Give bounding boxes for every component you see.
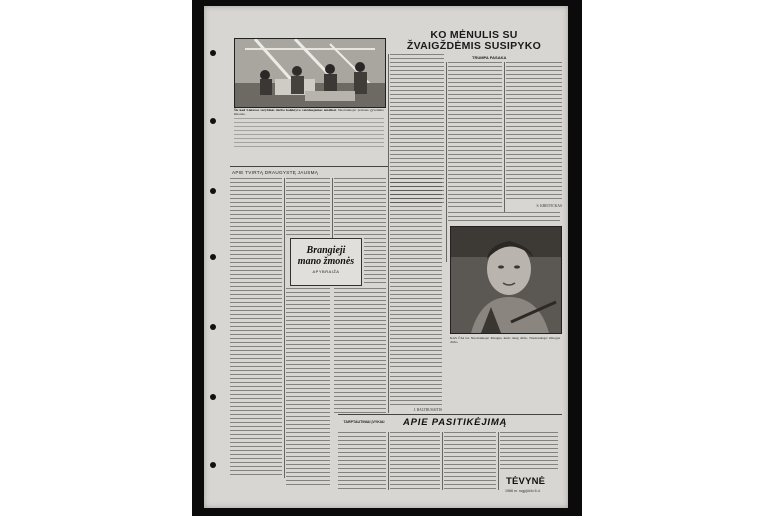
column-divider: [332, 178, 333, 238]
binder-hole-icon: [210, 118, 216, 124]
article-column: [448, 212, 560, 222]
feature-title-line1: Brangieji: [306, 245, 346, 256]
article-column: [390, 432, 440, 490]
binder-hole-icon: [210, 462, 216, 468]
section-divider: [338, 414, 562, 415]
column-divider: [442, 432, 443, 490]
construction-scene-icon: [235, 39, 385, 107]
column-divider: [388, 432, 389, 490]
binder-hole-icon: [210, 394, 216, 400]
article-column: [444, 432, 496, 490]
column-divider: [446, 62, 447, 262]
column-divider: [504, 62, 505, 212]
binder-hole-icon: [210, 50, 216, 56]
binder-hole-icon: [210, 324, 216, 330]
article-column: [230, 178, 282, 478]
newspaper-page: [204, 6, 568, 508]
column-divider: [388, 178, 389, 413]
photo-caption-right: KAS ČIA tai. Nuotraukoje: žmogus, kuris daug dirbo. Nuotraukoje: žmogus dirbo.: [450, 336, 560, 345]
headline-top-line1: KO MĖNULIS SU: [430, 29, 518, 41]
article-column: [338, 432, 386, 490]
column-divider: [498, 432, 499, 490]
article-column: [390, 178, 442, 368]
article-column: [506, 62, 562, 202]
portrait-figure-icon: [451, 227, 561, 333]
section-heading: APIE TVIRTĄ DRAUGYSTĘ JAUSMĄ: [232, 170, 319, 175]
article-column: [390, 372, 442, 408]
section-divider: [230, 166, 388, 167]
newspaper-masthead: TĖVYNĖ: [506, 476, 546, 487]
photo-portrait-woman: [450, 226, 562, 334]
article-column: [334, 178, 386, 236]
signature-2: J. BALTRUŠAITIS: [413, 408, 442, 412]
article-column: [500, 432, 558, 472]
feature-title-line2: mano žmonės: [297, 256, 355, 267]
article-column: [286, 178, 330, 236]
feature-subtitle: APYBRAIŽA: [312, 269, 340, 274]
signature-1: S. KREIVICKAS: [536, 204, 562, 208]
sidebar-heading: TARPTAUTINIAI ĮVYKIAI: [343, 420, 385, 424]
byline-top: TRUMPA PASAKA: [472, 55, 507, 60]
photo-construction-workers: [234, 38, 386, 108]
newspaper-date: 1966 m. rugpjūčio 6 d.: [505, 489, 541, 493]
article-column: [448, 62, 502, 210]
binder-hole-icon: [210, 254, 216, 260]
headline-top-line2: ŽVAIGŽDĖMIS SUSIPYKO: [406, 40, 542, 52]
headline-bottom: APIE PASITIKĖJIMĄ: [403, 417, 508, 428]
column-divider: [284, 178, 285, 478]
headline-top: [389, 30, 559, 52]
article-column: [334, 288, 386, 414]
caption-text: Šis kad Lietuvos tarybinės darbo kolektyvo vaizduojamas teisiškai.: [234, 108, 337, 112]
binder-hole-icon: [210, 188, 216, 194]
caption-body-text: [234, 118, 384, 148]
caption-credit: Nuotraukoje: įvairaus gyvenimo žmonės.: [234, 108, 384, 117]
article-column: [286, 288, 330, 488]
article-column: [364, 238, 386, 286]
feature-title-box: [290, 238, 362, 286]
